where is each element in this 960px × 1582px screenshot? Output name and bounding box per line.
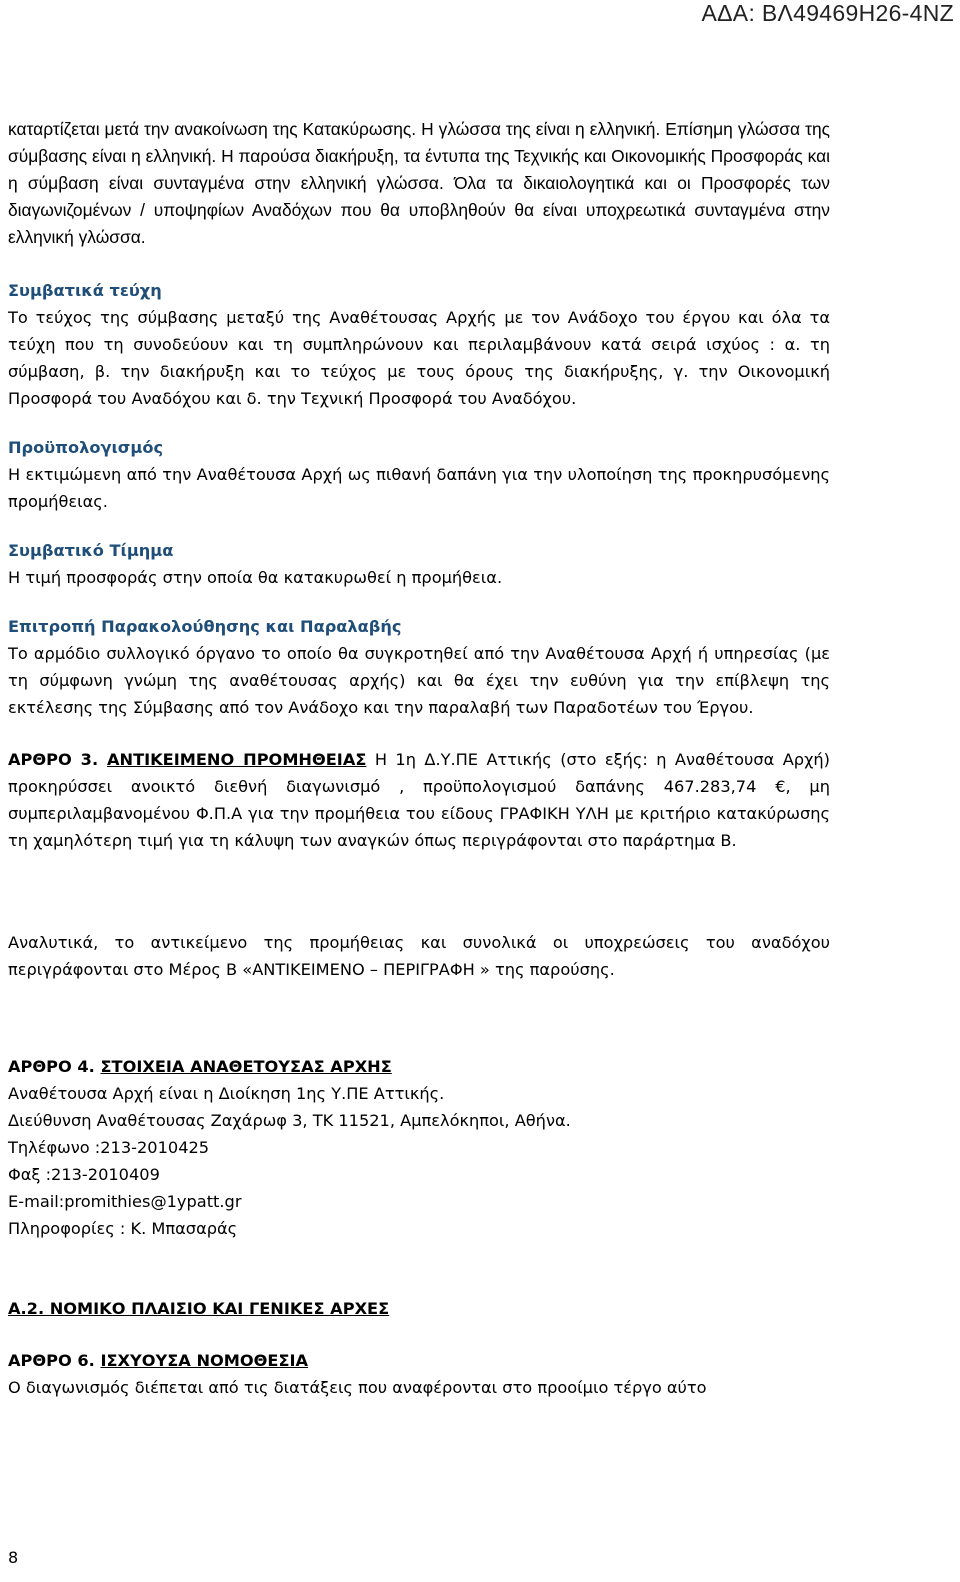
article-6-heading (8, 1347, 830, 1374)
document-body (8, 116, 830, 1401)
contact-authority: Αναθέτουσα Αρχή είναι η Διοίκηση 1ης Υ.ΠΕ Αττικής. (8, 1084, 445, 1103)
section-title-contract-documents: Συμβατικά τεύχη (8, 281, 162, 300)
section-body-contract-price: Η τιμή προσφοράς στην οποία θα κατακυρωθεί η προμήθεια. (8, 568, 503, 587)
contact-fax: Φαξ :213-2010409 (8, 1165, 160, 1184)
section-a2-title: Α.2. ΝΟΜΙΚΟ ΠΛΑΙΣΙΟ ΚΑΙ ΓΕΝΙΚΕΣ ΑΡΧΕΣ (8, 1299, 390, 1318)
article-4-heading (8, 1053, 830, 1080)
section-body-budget: Η εκτιμώμενη από την Αναθέτουσα Αρχή ως πιθανή δαπάνη για την υλοποίηση της προκηρυσόμενης προμήθειας. (8, 465, 830, 511)
article-3 (8, 746, 830, 854)
article-6-body: Ο διαγωνισμός διέπεται από τις διατάξεις που αναφέρονται στο προοίμιο τέργο αύτο (8, 1378, 707, 1397)
article-3-prefix: ΑΡΘΡΟ 3. (8, 750, 107, 769)
ada-code: ΑΔΑ: ΒΛ49469Η26-4ΝΖ (701, 0, 954, 26)
intro-paragraph: καταρτίζεται μετά την ανακοίνωση της Κατακύρωσης. Η γλώσσα της είναι η ελληνική. Επίσημη γλώσσα της σύμβασης είναι η ελληνική. Η παρούσα διακήρυξη, τα έντυπα της Τεχνικής και Οικονομικής Προσφοράς και η σύμβαση είναι συνταγμένα στην ελληνική γλώσσα. Όλα τα δικαιολογητικά και οι Προσφορές των διαγωνιζομένων / υποψηφίων Αναδόχων που θα υποβληθούν θα είναι υποχρεωτικά συνταγμένα στην ελληνική γλώσσα. (8, 119, 830, 247)
contact-phone: Τηλέφωνο :213-2010425 (8, 1138, 210, 1157)
section-a2-heading (8, 1295, 830, 1322)
section-body-contract-documents: Το τεύχος της σύμβασης μεταξύ της Αναθέτουσας Αρχής με τον Ανάδοχο του έργου και όλα τα τεύχη που τη συνοδεύουν και τη συμπληρώνουν και περιλαμβάνουν κατά σειρά ισχύος : α. τη σύμβαση, β. την διακήρυξη και το τεύχος με τους όρους της διακήρυξης, γ. την Οικονομική Προσφορά του Αναδόχου και δ. την Τεχνική Προσφορά του Αναδόχου. (8, 308, 830, 408)
contact-info: Πληροφορίες : Κ. Μπασαράς (8, 1219, 238, 1238)
article-6-title: ΙΣΧΥΟΥΣΑ ΝΟΜΟΘΕΣΙΑ (100, 1351, 309, 1370)
page-number: 8 (8, 1548, 19, 1567)
section-title-committee: Επιτροπή Παρακολούθησης και Παραλαβής (8, 617, 402, 636)
article-3-title: ΑΝΤΙΚΕΙΜΕΝΟ ΠΡΟΜΗΘΕΙΑΣ (107, 750, 367, 769)
article-4-prefix: ΑΡΘΡΟ 4. (8, 1057, 101, 1076)
section-body-committee: Το αρμόδιο συλλογικό όργανο το οποίο θα συγκροτηθεί από την Αναθέτουσα Αρχή ή υπηρεσίας (με τη σύμφωνη γνώμη της αναθέτουσας αρχής) και θα έχει την ευθύνη για την επίβλεψη της εκτέλεσης της Σύμβασης από τον Ανάδοχο και την παραλαβή των Παραδοτέων του Έργου. (8, 644, 830, 717)
article-3-detail: Αναλυτικά, το αντικείμενο της προμήθειας και συνολικά οι υποχρεώσεις του αναδόχου περιγράφονται στο Μέρος Β «ΑΝΤΙΚΕΙΜΕΝΟ – ΠΕΡΙΓΡΑΦΗ » της παρούσης. (8, 933, 830, 979)
article-4-title: ΣΤΟΙΧΕΙΑ ΑΝΑΘΕΤΟΥΣΑΣ ΑΡΧΗΣ (100, 1057, 392, 1076)
contact-address: Διεύθυνση Αναθέτουσας Ζαχάρωφ 3, ΤΚ 11521, Αμπελόκηποι, Αθήνα. (8, 1111, 571, 1130)
contact-email: E-mail:promithies@1ypatt.gr (8, 1192, 242, 1211)
article-3-body: Η 1η Δ.Υ.ΠΕ Αττικής (στο εξής: η Αναθέτουσα Αρχή) προκηρύσσει ανοικτό διεθνή διαγωνισμό , προϋπολογισμού δαπάνης 467.283,74 €, μη συμπεριλαμβανομένου Φ.Π.Α για την προμήθεια του είδους ΓΡΑΦΙΚΗ ΥΛΗ με κριτήριο κατακύρωσης τη χαμηλότερη τιμή για τη κάλυψη των αναγκών όπως περιγράφονται στο παράρτημα Β. (8, 750, 830, 850)
article-6-prefix: ΑΡΘΡΟ 6. (8, 1351, 101, 1370)
section-title-budget: Προϋπολογισμός (8, 438, 164, 457)
section-title-contract-price: Συμβατικό Τίμημα (8, 541, 174, 560)
